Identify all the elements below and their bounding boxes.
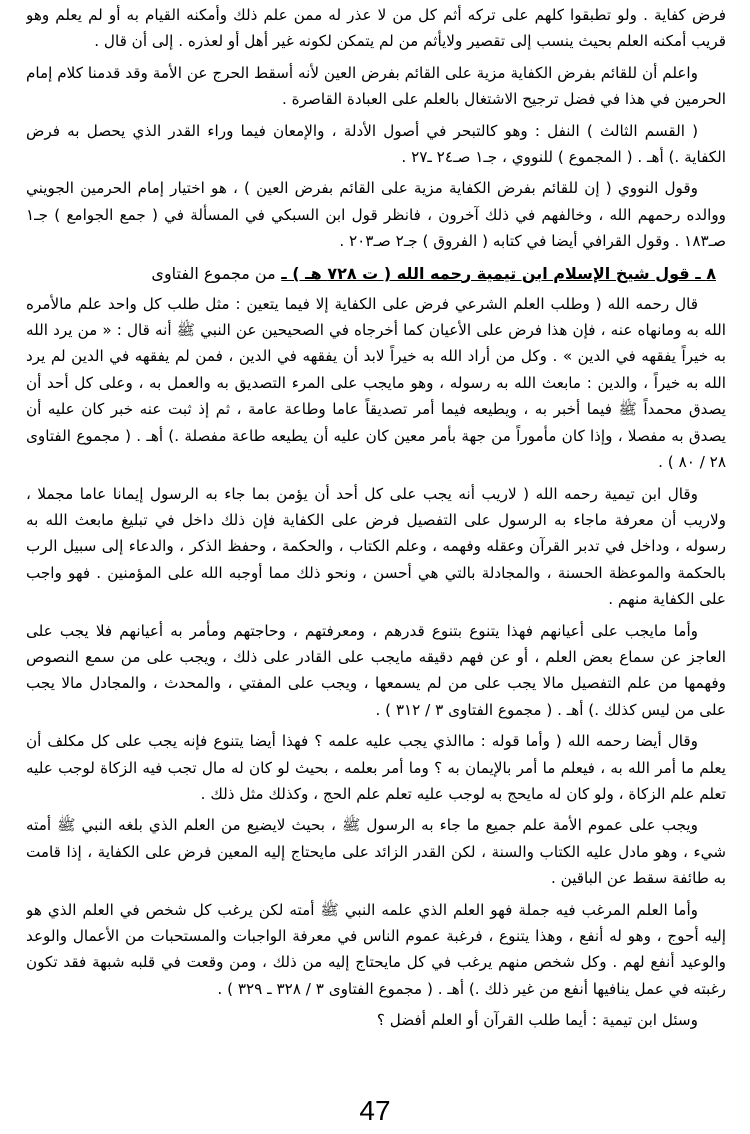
paragraph: وأما العلم المرغب فيه جملة فهو العلم الذي علمه النبي ﷺ أمته لكن يرغب كل شخص في العلم الذي هو إليه أحوج ، وهو له أنفع ، وهذا يتنوع ، فرغبة عموم الناس في معرفة الواجبات والمستحبات من الأعمال والوعد والوعيد أنفع لهم . وكل شخص منهم يرغب في كل مايحتاج إليه من ذلك ، ومن وقعت في قلبه شبهة فقد تكون رغبته في عمل ينافيها أنفع من غير ذلك .) أهـ . ( مجموع الفتاوى ٣ / ٣٢٨ ـ ٣٢٩ ) .: [26, 900, 726, 998]
paragraph: وقال أيضا رحمه الله ( وأما قوله : ماالذي يجب عليه علمه ؟ فهذا أيضا يتنوع فإنه يجب على كل مكلف أن يعلم ما أمر الله به ، فيعلم ما أمر بالإيمان به ؟ وما أمر بعلمه ، بحيث لو كان له مال تجب فيه الزكاة لوجب عليه تعلم علم الزكاة ، ولو كان له مايحج به لوجب عليه تعلم علم الحج ، وكذلك مثل ذلك .: [26, 732, 726, 803]
paragraph-continuation: فرض كفاية . ولو تطبقوا كلهم على تركه أثم كل من لا عذر له ممن علم ذلك وأمكنه القيام به أو لم يعلم وهو قريب أمكنه العلم بحيث ينسب إلى تقصير ولايأثم من لم يتمكن لكونه غير أهل أو لعذره . إلى أن قال .: [26, 6, 726, 51]
section-heading: [26, 260, 726, 287]
book-page: [26, 2, 726, 1092]
paragraph: وقول النووي ( إن للقائم بفرض الكفاية مزية على القائم بفرض العين ) ، هو اختيار إمام الحرمين الجويني ووالده رحمهم الله ، وخالفهم في ذلك آخرون ، فانظر قول ابن السبكي في المسألة في ( جمع الجوامع ) جـ١ صـ١٨٣ . وقول القرافي أيضا في كتابه ( الفروق ) جـ٢ صـ٢٠٣ .: [26, 179, 726, 251]
paragraph: وقال ابن تيمية رحمه الله ( لاريب أنه يجب على كل أحد أن يؤمن بما جاء به الرسول إيمانا عاما مجملا ، ولاريب أن معرفة ماجاء به الرسول على التفصيل فرض على الكفاية فإن ذلك داخل في تبليغ مابعث الله به رسوله ، وداخل في تدبر القرآن وعقله وفهمه ، وعلم الكتاب ، والحكمة ، وحفظ الذكر ، والدعاء إلى سبيل الرب بالحكمة والموعظة الحسنة ، والمجادلة بالتي هي أحسن ، ونحو ذلك مما أوجبه الله على المؤمنين . فهو واجب على الكفاية منهم .: [26, 484, 726, 609]
paragraph: واعلم أن للقائم بفرض الكفاية مزية على القائم بفرض العين لأنه أسقط الحرج عن الأمة وقد قدمنا كلام إمام الحرمين في هذا في فضل ترجيح الاشتغال بالعلم على العبادة القاصرة .: [26, 63, 726, 109]
page-number: 47: [359, 1095, 391, 1126]
section-heading-source: من مجموع الفتاوى: [151, 263, 276, 283]
paragraph: وأما مايجب على أعيانهم فهذا يتنوع بتنوع قدرهم ، ومعرفتهم ، وحاجتهم ومأمر به أعيانهم فلا يجب على العاجز عن سماع بعض العلم ، أو عن فهم دقيقه مايجب على القادر على ذلك ، ويجب على من سمع النصوص وفهمها من علم التفصيل مالا يجب على من لم يسمعها ، ويجب على المفتي ، والمحدث ، والمجادل مالا يجب على من ليس كذلك .) أهـ . ( مجموع الفتاوى ٣ / ٣١٢ ) .: [26, 621, 726, 719]
paragraph-question: وسئل ابن تيمية : أيما طلب القرآن أو العلم أفضل ؟: [376, 1011, 698, 1030]
section-heading-title: ٨ ـ قول شيخ الإسلام ابن تيمية رحمه الله ( ت ٧٢٨ هـ ) ـ: [281, 263, 716, 283]
paragraph: ويجب على عموم الأمة علم جميع ما جاء به الرسول ﷺ ، بحيث لايضيع من العلم الذي بلغه النبي ﷺ أمته شيء ، وهو مادل عليه الكتاب والسنة ، لكن القدر الزائد على مايحتاج إليه المعين فرض على الكفاية ، إذا قامت به طائفة سقط عن الباقين .: [26, 816, 726, 888]
paragraph-third-section: ( القسم الثالث ) النفل : وهو كالتبحر في أصول الأدلة ، والإمعان فيما وراء القدر الذي يحصل به فرض الكفاية .) أهـ . ( المجموع ) للنووي ، جـ١ صـ٢٤ ـ٢٧ .: [26, 121, 726, 167]
paragraph: قال رحمه الله ( وطلب العلم الشرعي فرض على الكفاية إلا فيما يتعين : مثل طلب كل واحد علم مالأمره الله به ومانهاه عنه ، فإن هذا فرض على الأعيان كما أخرجاه في الصحيحين عن النبي ﷺ أنه قال : « من يرد الله به خيراً يفقهه في الدين » . وكل من أراد الله به خيراً لابد أن يفقهه في الدين ، فمن لم يفقهه في الدين لم يرد الله به خيراً ، والدين : مابعث الله به رسوله ، وهو مايجب على المرء التصديق به والعمل به ، وعلى كل أحد أن يصدق محمداً ﷺ فيما أخبر به ، ويطيعه فيما أمر تصديقاً عاما وطاعة عامة ، ثم إذ ثبت عنه خبر كان عليه أن يصدق به مفصلا ، وإذا كان مأموراً من جهة بأمر معين كان عليه أن يطيعه طاعة مفصلة .) أهـ . ( مجموع الفتاوى ٢٨ / ٨٠ ) .: [26, 294, 726, 472]
